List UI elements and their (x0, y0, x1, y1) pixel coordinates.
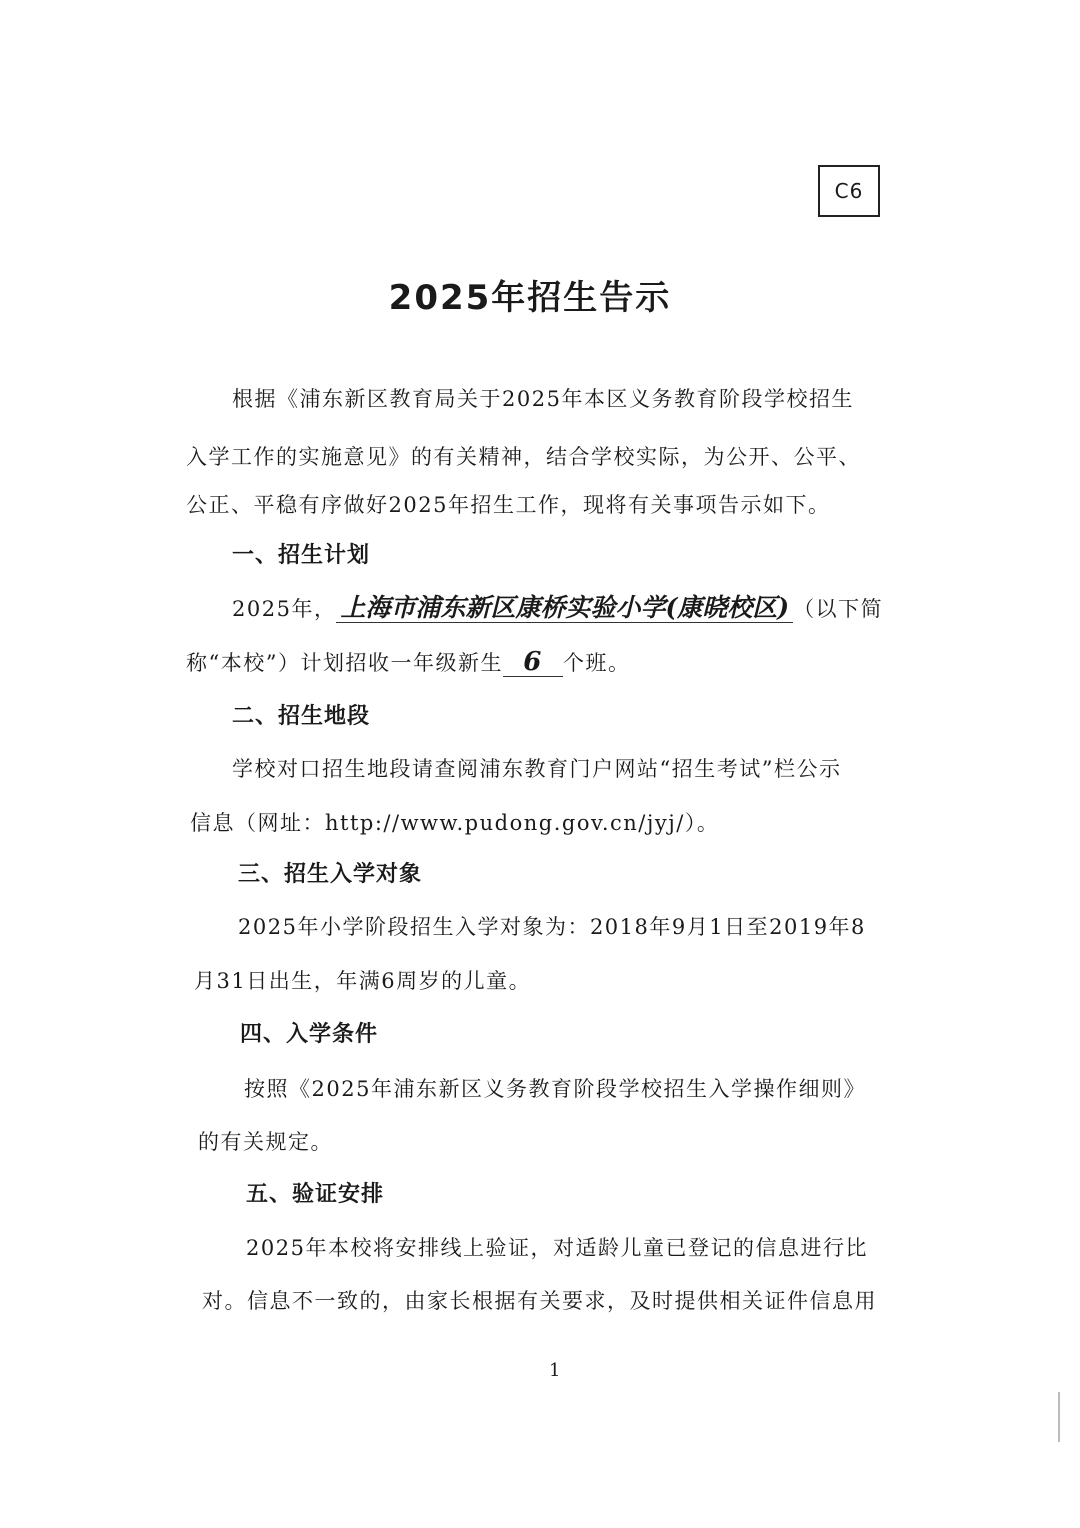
school-name-handwritten: 上海市浦东新区康桥实验小学(康晓校区) (336, 594, 793, 623)
section-3-line-1: 2025年小学阶段招生入学对象为：2018年9月1日至2019年8 (238, 915, 866, 939)
document-code-box (818, 165, 880, 217)
class-count-handwritten: 6 (503, 648, 563, 677)
section-1-suffix: （以下简 (793, 597, 884, 621)
section-3-line-2: 月31日出生，年满6周岁的儿童。 (194, 969, 532, 993)
section-1-prefix: 2025年， (232, 597, 337, 621)
section-4-line-1: 按照《2025年浦东新区义务教育阶段学校招生入学操作细则》 (244, 1077, 866, 1101)
section-4-line-2: 的有关规定。 (198, 1130, 333, 1154)
section-4-heading: 四、入学条件 (240, 1022, 379, 1047)
document-code: C6 (834, 179, 864, 203)
intro-line-2: 入学工作的实施意见》的有关精神，结合学校实际，为公开、公平、 (186, 445, 861, 469)
section-2-heading: 二、招生地段 (232, 704, 371, 729)
section-1-heading: 一、招生计划 (232, 543, 371, 568)
section-1-line-1 (232, 594, 883, 624)
intro-line-3: 公正、平稳有序做好2025年招生工作，现将有关事项告示如下。 (186, 493, 831, 517)
intro-line-1: 根据《浦东新区教育局关于2025年本区义务教育阶段学校招生 (232, 387, 854, 411)
section-1-line-2-suffix: 个班。 (562, 651, 631, 675)
section-1-line-2 (186, 648, 630, 678)
section-2-line-1: 学校对口招生地段请查阅浦东教育门户网站“招生考试”栏公示 (232, 757, 842, 781)
page-title: 2025年招生告示 (388, 278, 672, 318)
section-5-line-2: 对。信息不一致的，由家长根据有关要求，及时提供相关证件信息用 (202, 1289, 877, 1313)
section-5-line-1: 2025年本校将安排线上验证，对适龄儿童已登记的信息进行比 (246, 1236, 868, 1260)
section-2-line-2: 信息（网址：http://www.pudong.gov.cn/jyj/）。 (190, 811, 720, 835)
section-3-heading: 三、招生入学对象 (238, 862, 423, 887)
section-1-line-2-prefix: 称“本校”）计划招收一年级新生 (186, 651, 503, 675)
page-number: 1 (549, 1360, 561, 1381)
section-5-heading: 五、验证安排 (246, 1182, 385, 1207)
scan-edge-mark (1058, 1392, 1060, 1442)
